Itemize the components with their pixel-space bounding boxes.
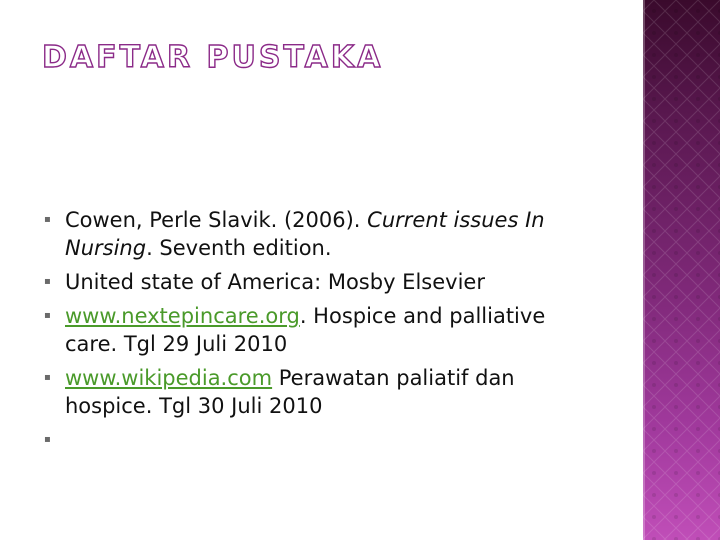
reference-edition: . Seventh edition. [146, 236, 332, 260]
nextepincare-link[interactable]: www.nextepincare.org [65, 304, 300, 328]
bullet-icon: ▪ [44, 310, 51, 321]
bullet-icon: ▪ [44, 372, 51, 383]
reference-description: Perawatan paliatif dan hospice. Tgl 30 Juli 2010 [65, 366, 515, 418]
reference-item [44, 268, 604, 296]
sidebar-edge [643, 0, 645, 540]
reference-item [44, 302, 604, 358]
reference-publisher: United state of America: Mosby Elsevier [65, 270, 485, 294]
reference-item [44, 364, 604, 420]
reference-description: . Hospice and palliative care. Tgl 29 Juli 2010 [65, 304, 546, 356]
reference-list [44, 206, 604, 460]
sidebar-pattern [643, 0, 720, 540]
bullet-icon: ▪ [44, 214, 51, 225]
slide-title: DAFTAR PUSTAKA [42, 40, 384, 75]
reference-item [44, 206, 604, 262]
empty-list-item [44, 426, 604, 454]
reference-author: Cowen, Perle Slavik. (2006). [65, 208, 368, 232]
wikipedia-link[interactable]: www.wikipedia.com [65, 366, 273, 390]
decorative-sidebar [643, 0, 720, 540]
bullet-icon: ▪ [44, 276, 51, 287]
reference-book-title: Current issues In Nursing [65, 208, 545, 260]
bullet-icon: ▪ [44, 434, 51, 445]
